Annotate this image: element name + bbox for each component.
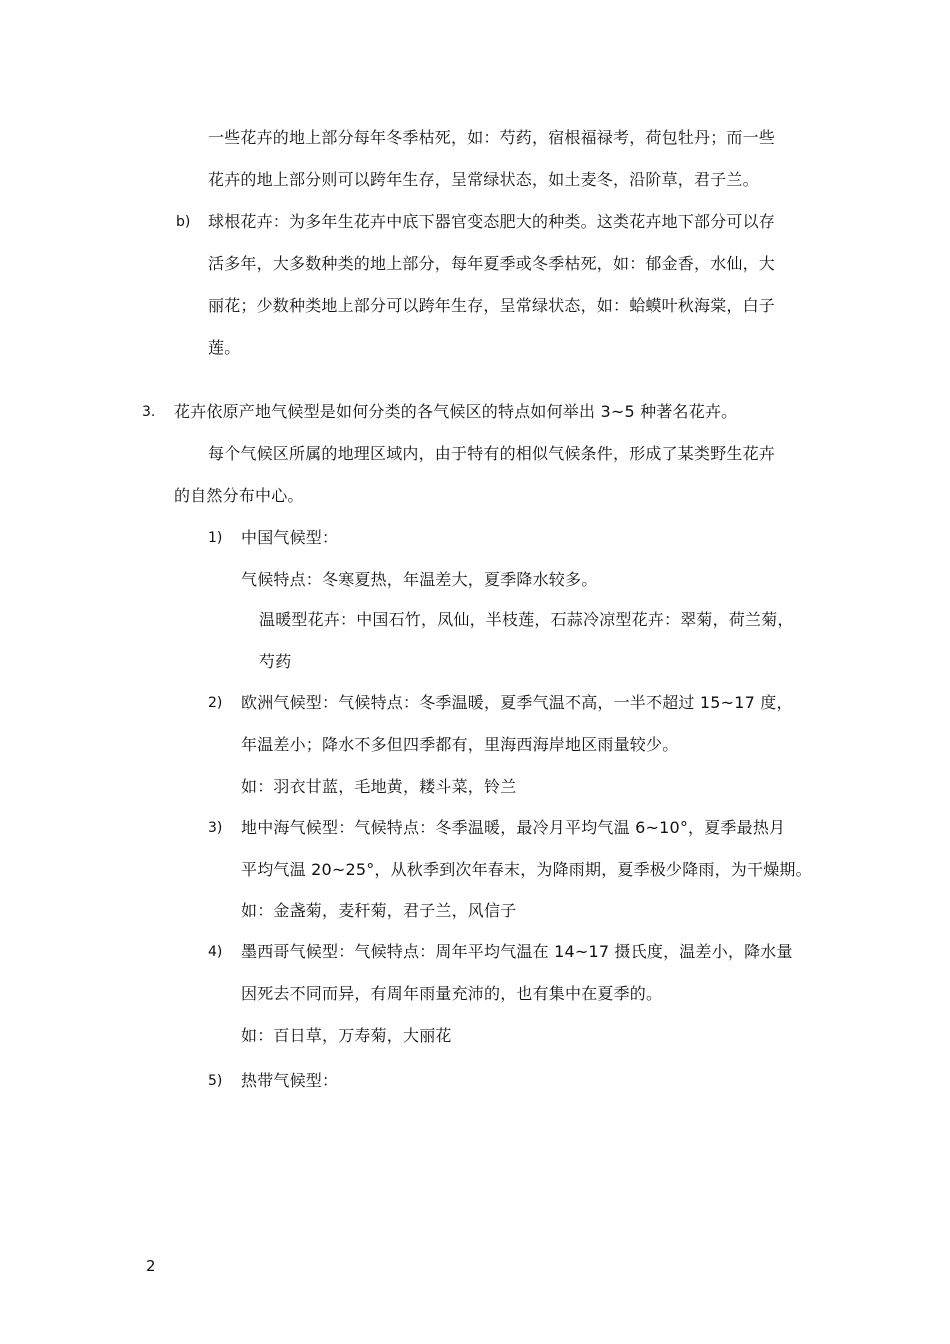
list-marker: b) [176, 214, 191, 230]
list-marker: 4) [208, 944, 223, 960]
paragraph-line: 一些花卉的地上部分每年冬季枯死，如：芍药，宿根福禄考，荷包牡丹；而一些 [208, 128, 776, 147]
paragraph-line: 温暖型花卉：中国石竹，凤仙，半枝莲，石蒜冷凉型花卉：翠菊，荷兰菊， [259, 610, 794, 629]
paragraph-line: 如：百日草，万寿菊，大丽花 [241, 1026, 452, 1045]
paragraph-line: 如：金盏菊，麦秆菊，君子兰，风信子 [241, 901, 517, 920]
paragraph-line: 平均气温 20~25°，从秋季到次年春末，为降雨期，夏季极少降雨，为干燥期。 [241, 860, 812, 879]
question-title: 花卉依原产地气候型是如何分类的各气候区的特点如何举出 3~5 种著名花卉。 [174, 402, 738, 421]
question-number: 3. [142, 404, 156, 420]
list-item-title: 热带气候型： [241, 1071, 339, 1090]
paragraph-line: 球根花卉：为多年生花卉中底下器官变态肥大的种类。这类花卉地下部分可以存 [208, 212, 776, 231]
page-number: 2 [146, 1257, 156, 1275]
paragraph-line: 活多年，大多数种类的地上部分，每年夏季或冬季枯死，如：郁金香，水仙，大 [208, 254, 776, 273]
list-marker: 1) [208, 530, 223, 546]
paragraph-line: 年温差小；降水不多但四季都有，里海西海岸地区雨量较少。 [241, 735, 679, 754]
paragraph-line: 每个气候区所属的地理区域内，由于特有的相似气候条件，形成了某类野生花卉 [208, 444, 776, 463]
paragraph-line: 花卉的地上部分则可以跨年生存，呈常绿状态，如土麦冬，沿阶草，君子兰。 [208, 170, 759, 189]
list-marker: 2) [208, 695, 223, 711]
list-item-title: 欧洲气候型：气候特点：冬季温暖，夏季气温不高，一半不超过 15~17 度， [241, 693, 793, 712]
paragraph-line: 如：羽衣甘蓝，毛地黄，耧斗菜，铃兰 [241, 777, 517, 796]
list-item-title: 中国气候型： [241, 528, 339, 547]
paragraph-line: 芍药 [259, 652, 292, 671]
paragraph-line: 因死去不同而异，有周年雨量充沛的，也有集中在夏季的。 [241, 984, 663, 1003]
paragraph-line: 的自然分布中心。 [174, 486, 304, 505]
paragraph-line: 气候特点：冬寒夏热，年温差大，夏季降水较多。 [241, 570, 598, 589]
paragraph-line: 丽花；少数种类地上部分可以跨年生存，呈常绿状态，如：蛤蟆叶秋海棠，白子 [208, 296, 776, 315]
list-marker: 3) [208, 820, 223, 836]
list-marker: 5) [208, 1073, 223, 1089]
list-item-title: 墨西哥气候型：气候特点：周年平均气温在 14~17 摄氏度，温差小，降水量 [241, 942, 793, 961]
paragraph-line: 莲。 [208, 338, 241, 357]
list-item-title: 地中海气候型：气候特点：冬季温暖，最冷月平均气温 6~10°，夏季最热月 [241, 818, 786, 837]
